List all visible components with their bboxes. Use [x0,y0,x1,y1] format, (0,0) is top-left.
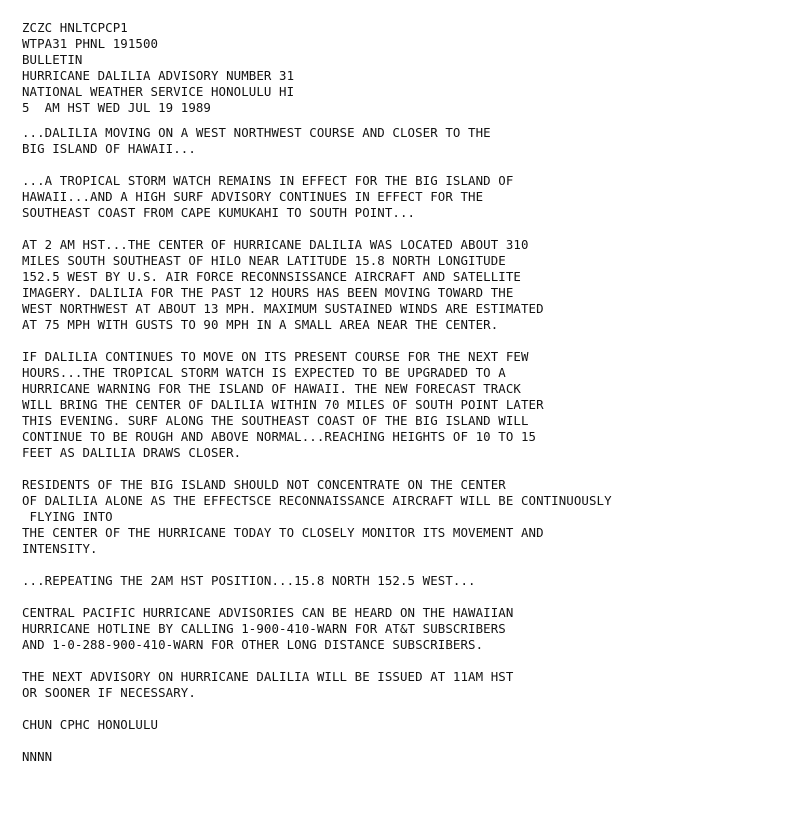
watch-line: SOUTHEAST COAST FROM CAPE KUMUKAHI TO SOUTH POINT... [22,205,416,220]
position-block [22,237,809,333]
repeat-line: ...REPEATING THE 2AM HST POSITION...15.8 NORTH 152.5 WEST... [22,573,476,588]
header-line: 5 AM HST WED JUL 19 1989 [22,100,211,115]
watch-block [22,173,809,221]
forecast-block [22,349,809,461]
advisory-document [22,20,809,765]
hotline-line: CENTRAL PACIFIC HURRICANE ADVISORIES CAN BE HEARD ON THE HAWAIIAN [22,605,514,620]
residents-block [22,477,809,557]
forecast-line: THIS EVENING. SURF ALONG THE SOUTHEAST COAST OF THE BIG ISLAND WILL [22,413,529,428]
forecast-line: WILL BRING THE CENTER OF DALILIA WITHIN 70 MILES OF SOUTH POINT LATER [22,397,544,412]
watch-line: ...A TROPICAL STORM WATCH REMAINS IN EFFECT FOR THE BIG ISLAND OF [22,173,514,188]
watch-line: HAWAII...AND A HIGH SURF ADVISORY CONTINUES IN EFFECT FOR THE [22,189,484,204]
header-line: WTPA31 PHNL 191500 [22,36,159,51]
headline-block [22,125,809,157]
position-line: AT 75 MPH WITH GUSTS TO 90 MPH IN A SMALL AREA NEAR THE CENTER. [22,317,499,332]
forecast-line: HURRICANE WARNING FOR THE ISLAND OF HAWAII. THE NEW FORECAST TRACK [22,381,521,396]
hotline-block [22,605,809,653]
footer-line: NNNN [22,749,53,764]
forecast-line: IF DALILIA CONTINUES TO MOVE ON ITS PRESENT COURSE FOR THE NEXT FEW [22,349,529,364]
signature-block [22,717,809,733]
forecast-line: FEET AS DALILIA DRAWS CLOSER. [22,445,242,460]
header-line: BULLETIN [22,52,83,67]
residents-line: INTENSITY. [22,541,98,556]
position-line: WEST NORTHWEST AT ABOUT 13 MPH. MAXIMUM SUSTAINED WINDS ARE ESTIMATED [22,301,544,316]
residents-line: RESIDENTS OF THE BIG ISLAND SHOULD NOT CONCENTRATE ON THE CENTER [22,477,506,492]
hotline-line: AND 1-0-288-900-410-WARN FOR OTHER LONG DISTANCE SUBSCRIBERS. [22,637,484,652]
header-block [22,20,809,116]
header-line: NATIONAL WEATHER SERVICE HONOLULU HI [22,84,295,99]
header-line: ZCZC HNLTCPCP1 [22,20,128,35]
residents-line: OF DALILIA ALONE AS THE EFFECTSCE RECONNAISSANCE AIRCRAFT WILL BE CONTINUOUSLY [22,493,612,508]
header-line: HURRICANE DALILIA ADVISORY NUMBER 31 [22,68,295,83]
headline-line: ...DALILIA MOVING ON A WEST NORTHWEST COURSE AND CLOSER TO THE [22,125,491,140]
position-line: MILES SOUTH SOUTHEAST OF HILO NEAR LATITUDE 15.8 NORTH LONGITUDE [22,253,506,268]
forecast-line: HOURS...THE TROPICAL STORM WATCH IS EXPECTED TO BE UPGRADED TO A [22,365,506,380]
next-advisory-line: THE NEXT ADVISORY ON HURRICANE DALILIA WILL BE ISSUED AT 11AM HST [22,669,514,684]
position-line: AT 2 AM HST...THE CENTER OF HURRICANE DALILIA WAS LOCATED ABOUT 310 [22,237,529,252]
repeat-block [22,573,809,589]
position-line: 152.5 WEST BY U.S. AIR FORCE RECONNSISSANCE AIRCRAFT AND SATELLITE [22,269,521,284]
signature-line: CHUN CPHC HONOLULU [22,717,159,732]
footer-block [22,749,809,765]
headline-line: BIG ISLAND OF HAWAII... [22,141,196,156]
residents-line: FLYING INTO [22,509,113,524]
hotline-line: HURRICANE HOTLINE BY CALLING 1-900-410-WARN FOR AT&T SUBSCRIBERS [22,621,506,636]
residents-line: THE CENTER OF THE HURRICANE TODAY TO CLOSELY MONITOR ITS MOVEMENT AND [22,525,544,540]
next-advisory-block [22,669,809,701]
next-advisory-line: OR SOONER IF NECESSARY. [22,685,196,700]
position-line: IMAGERY. DALILIA FOR THE PAST 12 HOURS HAS BEEN MOVING TOWARD THE [22,285,514,300]
forecast-line: CONTINUE TO BE ROUGH AND ABOVE NORMAL...REACHING HEIGHTS OF 10 TO 15 [22,429,537,444]
